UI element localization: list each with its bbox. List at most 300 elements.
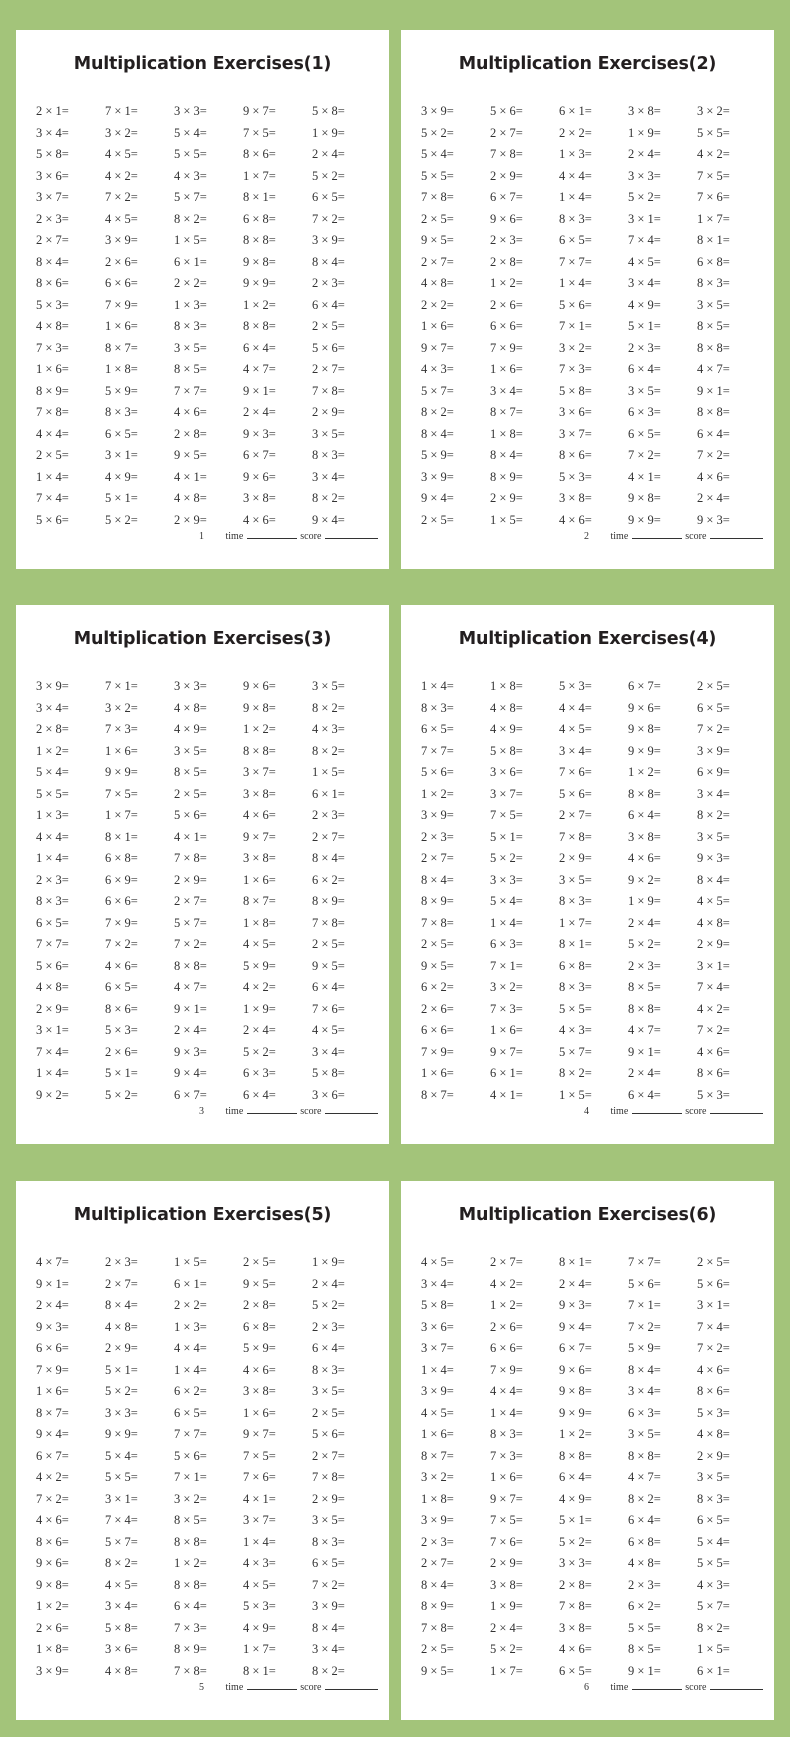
exercise-item: 8 × 5= (628, 1642, 661, 1656)
exercise-item: 3 × 1= (36, 1023, 69, 1037)
exercise-item: 3 × 8= (628, 104, 661, 118)
exercise-item: 4 × 3= (174, 168, 207, 183)
exercise-item: 6 × 8= (628, 1534, 661, 1549)
exercise-item: 6 × 6= (36, 1341, 69, 1355)
exercise-item: 8 × 2= (697, 808, 730, 822)
exercise-item: 3 × 2= (105, 125, 138, 140)
exercise-item: 4 × 3= (312, 722, 345, 736)
exercise-item: 1 × 2= (421, 786, 454, 801)
exercise-item: 3 × 4= (421, 1276, 454, 1291)
exercise-item: 5 × 3= (697, 1405, 730, 1420)
exercise-item: 8 × 2= (312, 700, 345, 715)
exercise-item: 8 × 5= (174, 362, 207, 376)
exercise-item: 1 × 6= (243, 872, 276, 887)
exercise-item: 4 × 9= (243, 1620, 276, 1635)
exercise-item: 2 × 9= (312, 1491, 345, 1506)
exercise-item: 3 × 7= (490, 786, 523, 801)
exercise-item: 7 × 2= (697, 1341, 730, 1355)
exercise-item: 4 × 9= (628, 297, 661, 312)
exercise-item: 2 × 9= (174, 872, 207, 887)
exercise-item: 8 × 3= (174, 319, 207, 333)
score-blank[interactable] (325, 1680, 378, 1690)
exercise-item: 2 × 6= (421, 1001, 454, 1016)
exercise-item: 2 × 7= (490, 125, 523, 140)
exercise-item: 4 × 8= (628, 1556, 661, 1570)
exercise-item: 3 × 4= (36, 125, 69, 140)
exercise-item: 6 × 5= (105, 980, 138, 994)
exercise-item: 4 × 9= (559, 1491, 592, 1506)
exercise-item: 4 × 6= (243, 1362, 276, 1377)
exercise-item: 9 × 5= (421, 958, 454, 973)
exercise-item: 8 × 1= (243, 1663, 276, 1678)
exercise-item: 3 × 5= (174, 340, 207, 355)
exercise-item: 9 × 3= (559, 1298, 592, 1312)
exercise-item: 2 × 6= (490, 297, 523, 312)
exercise-item: 5 × 2= (490, 851, 523, 865)
exercise-item: 2 × 5= (312, 937, 345, 951)
exercise-item: 6 × 4= (312, 980, 345, 994)
exercise-item: 1 × 9= (312, 125, 345, 140)
exercise-item: 6 × 7= (36, 1448, 69, 1463)
exercise-item: 2 × 3= (421, 1534, 454, 1549)
exercise-item: 8 × 6= (697, 1384, 730, 1398)
exercise-item: 9 × 3= (697, 512, 730, 527)
exercise-item: 8 × 4= (312, 851, 345, 865)
worksheet-page-3 (16, 605, 389, 1144)
worksheet-page-4 (401, 605, 774, 1144)
exercise-item: 2 × 7= (490, 1255, 523, 1269)
exercise-item: 2 × 7= (421, 851, 454, 865)
exercise-item: 1 × 5= (559, 1087, 592, 1102)
exercise-item: 8 × 2= (312, 1663, 345, 1678)
exercise-item: 2 × 9= (490, 168, 523, 183)
exercise-item: 5 × 2= (105, 1384, 138, 1398)
exercise-item: 2 × 2= (174, 276, 207, 290)
exercise-item: 4 × 2= (490, 1276, 523, 1291)
exercise-item: 6 × 2= (312, 872, 345, 887)
exercise-item: 7 × 3= (559, 362, 592, 376)
exercise-item: 6 × 5= (697, 700, 730, 715)
exercise-item: 5 × 3= (559, 679, 592, 693)
page-number: 2 (584, 531, 589, 542)
exercise-item: 3 × 5= (628, 1427, 661, 1441)
exercise-item: 8 × 8= (174, 1534, 207, 1549)
exercise-item: 7 × 8= (36, 405, 69, 419)
time-label: time (225, 531, 244, 542)
score-blank[interactable] (325, 529, 378, 539)
exercise-item: 4 × 5= (559, 722, 592, 736)
exercise-item: 5 × 3= (243, 1599, 276, 1613)
exercise-item: 1 × 6= (243, 1405, 276, 1420)
exercise-item: 3 × 9= (421, 1513, 454, 1527)
exercise-item: 4 × 4= (36, 829, 69, 844)
exercise-item: 8 × 3= (697, 276, 730, 290)
exercise-item: 7 × 2= (36, 1491, 69, 1506)
exercise-item: 6 × 4= (243, 1087, 276, 1102)
exercise-item: 1 × 5= (174, 1255, 207, 1269)
exercise-item: 5 × 7= (174, 915, 207, 930)
exercise-item: 8 × 9= (490, 469, 523, 484)
exercise-item: 4 × 8= (421, 276, 454, 290)
exercise-item: 6 × 7= (174, 1087, 207, 1102)
exercise-item: 9 × 8= (628, 722, 661, 736)
exercise-item: 2 × 5= (312, 319, 345, 333)
exercise-item: 1 × 2= (36, 743, 69, 758)
exercise-item: 5 × 1= (105, 491, 138, 505)
exercise-item: 3 × 3= (174, 104, 207, 118)
exercise-item: 5 × 2= (105, 512, 138, 527)
exercise-item: 8 × 4= (312, 1620, 345, 1635)
exercise-item: 2 × 6= (105, 1044, 138, 1059)
exercise-item: 7 × 1= (174, 1470, 207, 1484)
exercise-item: 2 × 7= (312, 829, 345, 844)
exercise-item: 4 × 8= (105, 1319, 138, 1334)
exercise-item: 7 × 4= (697, 980, 730, 994)
exercise-item: 1 × 7= (243, 168, 276, 183)
exercise-item: 7 × 9= (36, 1362, 69, 1377)
exercise-item: 1 × 6= (490, 1023, 523, 1037)
score-label: score (685, 1682, 707, 1693)
score-blank[interactable] (325, 1104, 378, 1114)
exercise-item: 7 × 9= (490, 1362, 523, 1377)
exercise-item: 7 × 5= (243, 125, 276, 140)
exercise-item: 2 × 7= (105, 1276, 138, 1291)
exercise-item: 8 × 9= (174, 1642, 207, 1656)
exercise-item: 1 × 2= (243, 297, 276, 312)
exercise-item: 7 × 8= (421, 915, 454, 930)
exercise-item: 8 × 5= (628, 980, 661, 994)
exercise-item: 2 × 5= (421, 937, 454, 951)
exercise-item: 6 × 5= (697, 1513, 730, 1527)
exercise-item: 2 × 3= (628, 958, 661, 973)
exercise-item: 2 × 5= (36, 448, 69, 462)
exercise-item: 7 × 5= (697, 168, 730, 183)
exercise-item: 7 × 7= (36, 937, 69, 951)
exercise-item: 6 × 1= (312, 786, 345, 801)
exercise-item: 9 × 7= (243, 829, 276, 844)
exercise-item: 4 × 6= (628, 851, 661, 865)
exercise-item: 2 × 4= (243, 1023, 276, 1037)
exercise-item: 8 × 7= (421, 1087, 454, 1102)
exercise-item: 9 × 2= (628, 872, 661, 887)
score-blank[interactable] (710, 1680, 763, 1690)
exercise-item: 4 × 5= (105, 1577, 138, 1592)
exercise-item: 3 × 7= (559, 426, 592, 441)
exercise-item: 5 × 9= (421, 448, 454, 462)
exercise-item: 6 × 3= (628, 1405, 661, 1420)
exercise-item: 2 × 4= (559, 1276, 592, 1291)
exercise-item: 7 × 5= (490, 808, 523, 822)
exercise-item: 3 × 9= (105, 233, 138, 247)
exercise-item: 3 × 4= (312, 1642, 345, 1656)
exercise-item: 7 × 4= (105, 1513, 138, 1527)
exercise-item: 9 × 4= (559, 1319, 592, 1334)
exercise-item: 5 × 6= (312, 340, 345, 355)
exercise-item: 5 × 5= (697, 125, 730, 140)
exercise-item: 5 × 7= (559, 1044, 592, 1059)
exercise-item: 3 × 8= (243, 851, 276, 865)
exercise-item: 2 × 6= (490, 1319, 523, 1334)
exercise-item: 2 × 4= (628, 915, 661, 930)
exercise-item: 5 × 9= (243, 1341, 276, 1355)
exercise-item: 6 × 9= (697, 765, 730, 779)
exercise-item: 1 × 6= (490, 362, 523, 376)
exercise-item: 8 × 6= (559, 448, 592, 462)
exercise-item: 9 × 9= (243, 276, 276, 290)
exercise-item: 7 × 3= (105, 722, 138, 736)
exercise-item: 1 × 4= (421, 679, 454, 693)
score-blank[interactable] (710, 1104, 763, 1114)
exercise-item: 5 × 3= (559, 469, 592, 484)
exercise-item: 1 × 3= (174, 1319, 207, 1334)
exercise-item: 7 × 1= (628, 1298, 661, 1312)
worksheet-footer (584, 1104, 764, 1117)
time-blank[interactable] (632, 1680, 682, 1690)
exercise-item: 8 × 1= (559, 937, 592, 951)
exercise-item: 6 × 1= (174, 254, 207, 269)
exercise-item: 6 × 3= (490, 937, 523, 951)
exercise-item: 6 × 6= (105, 276, 138, 290)
exercise-item: 8 × 1= (243, 190, 276, 204)
exercise-item: 3 × 8= (628, 829, 661, 844)
exercise-item: 7 × 9= (105, 915, 138, 930)
exercise-item: 1 × 6= (105, 743, 138, 758)
exercise-item: 6 × 6= (490, 319, 523, 333)
exercise-item: 3 × 9= (421, 1384, 454, 1398)
exercise-item: 6 × 3= (243, 1066, 276, 1080)
exercise-item: 3 × 4= (559, 743, 592, 758)
exercise-item: 8 × 3= (559, 211, 592, 226)
score-label: score (300, 1682, 322, 1693)
exercise-item: 7 × 9= (490, 340, 523, 355)
exercise-item: 1 × 9= (243, 1001, 276, 1016)
exercise-item: 8 × 6= (243, 147, 276, 161)
exercise-item: 2 × 3= (628, 340, 661, 355)
exercise-item: 5 × 6= (628, 1276, 661, 1291)
time-blank[interactable] (632, 1104, 682, 1114)
exercise-item: 7 × 8= (312, 383, 345, 398)
exercise-item: 2 × 4= (628, 1066, 661, 1080)
page-number: 6 (584, 1682, 589, 1693)
exercise-item: 3 × 4= (490, 383, 523, 398)
exercise-item: 7 × 3= (490, 1001, 523, 1016)
worksheet-title: Multiplication Exercises(2) (458, 54, 717, 74)
exercise-item: 2 × 3= (628, 1577, 661, 1592)
exercise-item: 9 × 3= (36, 1319, 69, 1334)
exercise-item: 6 × 2= (174, 1384, 207, 1398)
exercise-item: 7 × 3= (36, 340, 69, 355)
exercise-item: 6 × 1= (559, 104, 592, 118)
exercise-item: 3 × 1= (105, 1491, 138, 1506)
exercise-item: 4 × 9= (490, 722, 523, 736)
exercise-item: 9 × 9= (628, 512, 661, 527)
exercise-item: 5 × 4= (174, 125, 207, 140)
exercise-item: 6 × 5= (105, 426, 138, 441)
exercise-item: 3 × 6= (36, 168, 69, 183)
exercise-item: 5 × 8= (490, 743, 523, 758)
exercise-item: 3 × 4= (697, 786, 730, 801)
exercise-item: 8 × 6= (697, 1066, 730, 1080)
exercise-item: 3 × 8= (243, 491, 276, 505)
exercise-item: 3 × 4= (628, 276, 661, 290)
exercise-item: 7 × 6= (697, 190, 730, 204)
exercise-item: 3 × 5= (312, 679, 345, 693)
exercise-item: 4 × 6= (243, 808, 276, 822)
exercise-item: 7 × 5= (105, 786, 138, 801)
exercise-item: 3 × 9= (697, 743, 730, 758)
exercise-item: 9 × 6= (559, 1362, 592, 1377)
exercise-item: 7 × 3= (174, 1620, 207, 1635)
exercise-item: 9 × 6= (243, 679, 276, 693)
exercise-item: 6 × 8= (105, 851, 138, 865)
exercise-item: 9 × 1= (697, 383, 730, 398)
exercise-item: 6 × 1= (490, 1066, 523, 1080)
exercise-item: 1 × 6= (105, 319, 138, 333)
exercise-item: 5 × 5= (36, 786, 69, 801)
exercise-item: 8 × 6= (36, 276, 69, 290)
score-blank[interactable] (710, 529, 763, 539)
exercise-item: 3 × 1= (105, 448, 138, 462)
exercise-item: 1 × 9= (312, 1255, 345, 1269)
worksheet-footer (199, 1104, 379, 1117)
exercise-item: 5 × 4= (697, 1534, 730, 1549)
exercise-item: 3 × 4= (628, 1384, 661, 1398)
exercise-item: 6 × 4= (697, 426, 730, 441)
exercise-item: 2 × 8= (243, 1298, 276, 1312)
exercise-item: 2 × 5= (697, 1255, 730, 1269)
exercise-item: 8 × 4= (421, 872, 454, 887)
worksheet-footer (199, 1680, 379, 1693)
exercise-item: 8 × 8= (628, 786, 661, 801)
exercise-item: 6 × 4= (628, 1513, 661, 1527)
exercise-item: 7 × 2= (105, 937, 138, 951)
exercise-item: 3 × 9= (421, 104, 454, 118)
exercise-item: 7 × 2= (628, 448, 661, 462)
exercise-item: 3 × 8= (243, 786, 276, 801)
time-blank[interactable] (247, 1680, 297, 1690)
exercise-item: 4 × 5= (697, 894, 730, 908)
exercise-item: 5 × 5= (559, 1001, 592, 1016)
exercise-item: 2 × 2= (174, 1298, 207, 1312)
exercise-item: 4 × 8= (174, 700, 207, 715)
exercise-item: 9 × 1= (628, 1044, 661, 1059)
exercise-item: 9 × 5= (421, 1663, 454, 1678)
exercise-item: 5 × 8= (312, 104, 345, 118)
exercise-item: 3 × 9= (312, 233, 345, 247)
exercise-item: 4 × 7= (628, 1470, 661, 1484)
exercise-item: 7 × 8= (421, 190, 454, 204)
exercise-item: 5 × 6= (490, 104, 523, 118)
exercise-item: 5 × 2= (628, 937, 661, 951)
exercise-item: 7 × 6= (490, 1534, 523, 1549)
exercise-item: 1 × 4= (421, 1362, 454, 1377)
worksheet-page-5 (16, 1181, 389, 1720)
exercise-item: 2 × 7= (421, 254, 454, 269)
exercise-item: 1 × 5= (312, 765, 345, 779)
time-label: time (610, 531, 629, 542)
worksheet-title: Multiplication Exercises(1) (73, 54, 332, 74)
exercise-item: 4 × 1= (174, 469, 207, 484)
exercise-item: 8 × 1= (697, 233, 730, 247)
exercise-item: 1 × 6= (421, 1427, 454, 1441)
exercise-item: 6 × 4= (628, 808, 661, 822)
score-label: score (685, 531, 707, 542)
exercise-item: 9 × 1= (243, 383, 276, 398)
time-blank[interactable] (632, 529, 682, 539)
exercise-item: 6 × 5= (559, 1663, 592, 1678)
exercise-item: 2 × 4= (174, 1023, 207, 1037)
exercise-item: 6 × 4= (559, 1470, 592, 1484)
exercise-item: 3 × 5= (559, 872, 592, 887)
exercise-item: 9 × 5= (312, 958, 345, 973)
exercise-item: 2 × 5= (312, 1405, 345, 1420)
exercise-item: 7 × 1= (105, 104, 138, 118)
exercise-item: 9 × 5= (421, 233, 454, 247)
time-blank[interactable] (247, 529, 297, 539)
exercise-item: 2 × 3= (312, 276, 345, 290)
exercise-item: 3 × 5= (628, 383, 661, 398)
exercise-item: 8 × 8= (559, 1448, 592, 1463)
exercise-item: 3 × 9= (421, 469, 454, 484)
exercise-item: 1 × 2= (36, 1599, 69, 1613)
exercise-item: 7 × 4= (628, 233, 661, 247)
exercise-item: 8 × 3= (312, 448, 345, 462)
exercise-item: 3 × 5= (174, 743, 207, 758)
exercise-item: 5 × 6= (559, 786, 592, 801)
exercise-item: 5 × 8= (421, 1298, 454, 1312)
exercise-item: 7 × 8= (421, 1620, 454, 1635)
exercise-item: 3 × 9= (312, 1599, 345, 1613)
exercise-item: 1 × 5= (490, 512, 523, 527)
exercise-item: 4 × 7= (174, 980, 207, 994)
exercise-item: 5 × 7= (174, 190, 207, 204)
exercise-item: 6 × 1= (697, 1663, 730, 1678)
exercise-item: 9 × 8= (243, 700, 276, 715)
exercise-item: 3 × 5= (312, 1384, 345, 1398)
exercise-item: 8 × 2= (105, 1556, 138, 1570)
exercise-item: 8 × 9= (312, 894, 345, 908)
exercise-item: 3 × 3= (628, 168, 661, 183)
exercise-item: 7 × 8= (559, 1599, 592, 1613)
exercise-item: 6 × 4= (628, 1087, 661, 1102)
exercise-item: 5 × 4= (490, 894, 523, 908)
exercise-item: 9 × 8= (36, 1577, 69, 1592)
exercise-item: 8 × 6= (36, 1534, 69, 1549)
exercise-item: 4 × 5= (312, 1023, 345, 1037)
exercise-item: 2 × 2= (421, 297, 454, 312)
exercise-item: 6 × 5= (312, 1556, 345, 1570)
exercise-item: 4 × 8= (36, 980, 69, 994)
exercise-item: 5 × 7= (697, 1599, 730, 1613)
exercise-item: 2 × 7= (174, 894, 207, 908)
exercise-item: 1 × 9= (490, 1599, 523, 1613)
exercise-item: 9 × 1= (174, 1001, 207, 1016)
exercise-item: 8 × 1= (105, 829, 138, 844)
time-blank[interactable] (247, 1104, 297, 1114)
exercise-item: 9 × 1= (36, 1276, 69, 1291)
exercise-item: 7 × 2= (174, 937, 207, 951)
exercise-item: 7 × 2= (697, 1023, 730, 1037)
exercise-item: 8 × 7= (243, 894, 276, 908)
exercise-item: 9 × 9= (559, 1405, 592, 1420)
exercise-item: 7 × 8= (174, 1663, 207, 1678)
exercise-item: 2 × 5= (697, 679, 730, 693)
exercise-item: 7 × 8= (174, 851, 207, 865)
exercise-item: 3 × 1= (697, 1298, 730, 1312)
exercise-item: 9 × 4= (174, 1066, 207, 1080)
exercise-item: 8 × 7= (421, 1448, 454, 1463)
exercise-item: 5 × 2= (490, 1642, 523, 1656)
